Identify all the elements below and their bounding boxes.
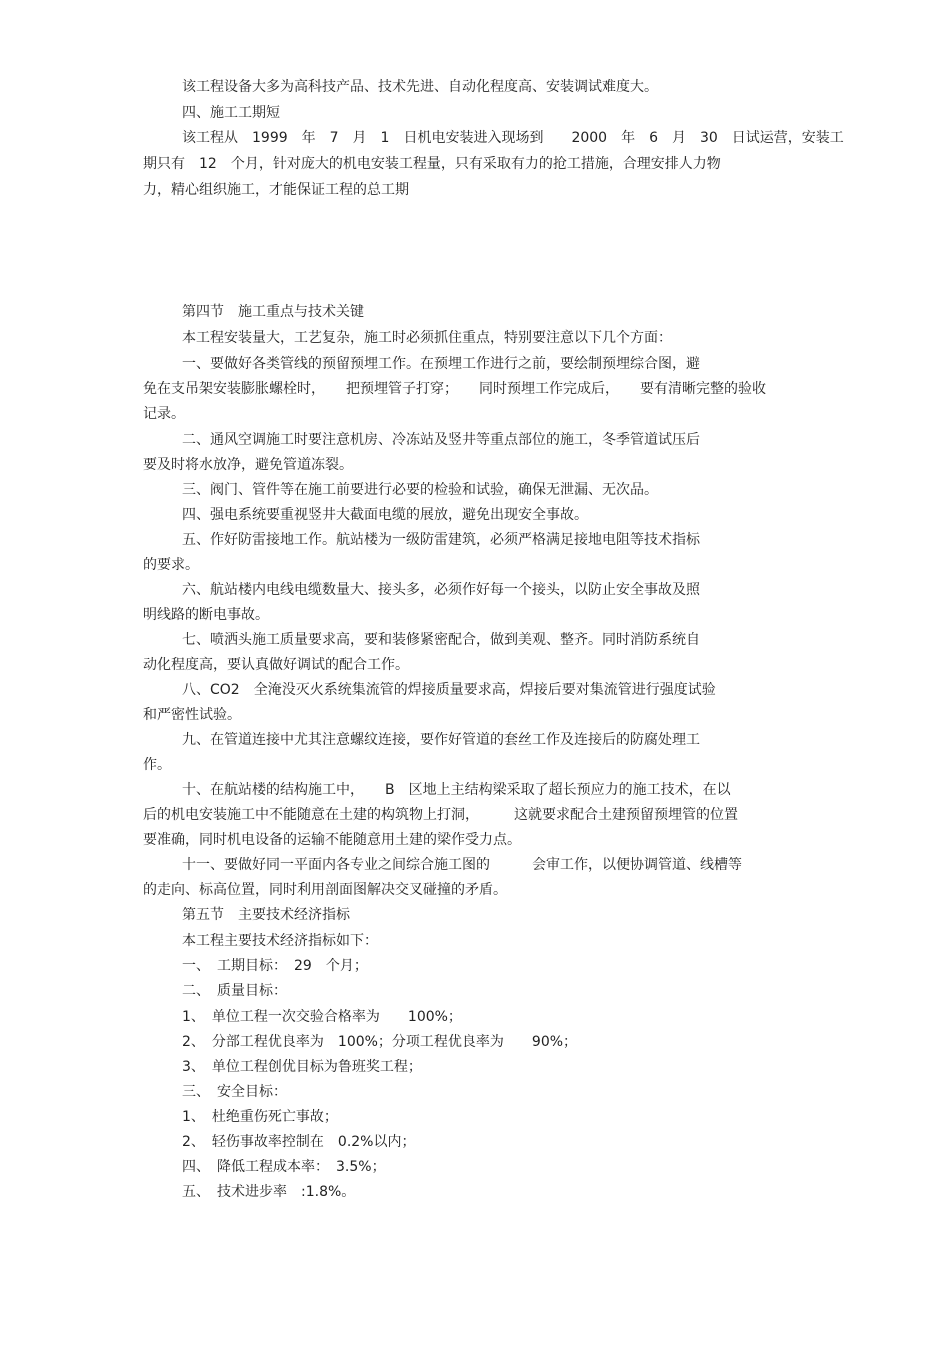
list-item: 3、 单位工程创优目标为鲁班奖工程； bbox=[182, 1059, 422, 1075]
paragraph-line: 六、航站楼内电线电缆数量大、接头多，必须作好每一个接头，以防止安全事故及照 bbox=[182, 582, 700, 598]
paragraph-line: 记录。 bbox=[143, 406, 185, 422]
paragraph-line: 一、要做好各类管线的预留预埋工作。在预埋工作进行之前，要绘制预埋综合图，避 bbox=[182, 356, 700, 372]
paragraph-line: 明线路的断电事故。 bbox=[143, 607, 269, 623]
paragraph-line: 五、作好防雷接地工作。航站楼为一级防雷建筑，必须严格满足接地电阻等技术指标 bbox=[182, 532, 700, 548]
section-heading: 第五节 主要技术经济指标 bbox=[182, 907, 350, 923]
paragraph-line: 后的机电安装施工中不能随意在土建的构筑物上打洞， 这就要求配合土建预留预埋管的位置 bbox=[143, 807, 738, 823]
paragraph-line: 免在支吊架安装膨胀螺栓时， 把预埋管子打穿； 同时预埋工作完成后， 要有清晰完整的验收 bbox=[143, 381, 766, 397]
paragraph-line: 十、在航站楼的结构施工中， B 区地上主结构梁采取了超长预应力的施工技术，在以 bbox=[182, 782, 731, 798]
paragraph-line: 作。 bbox=[143, 757, 171, 773]
paragraph-line: 和严密性试验。 bbox=[143, 707, 241, 723]
paragraph-line: 该工程设备大多为高科技产品、技术先进、自动化程度高、安装调试难度大。 bbox=[182, 79, 658, 95]
list-item: 2、 轻伤事故率控制在 0.2%以内； bbox=[182, 1134, 416, 1150]
paragraph-line: 三、阀门、管件等在施工前要进行必要的检验和试验，确保无泄漏、无次品。 bbox=[182, 482, 658, 498]
paragraph-line: 七、喷洒头施工质量要求高，要和装修紧密配合，做到美观、整齐。同时消防系统自 bbox=[182, 632, 700, 648]
paragraph-line: 的要求。 bbox=[143, 557, 199, 573]
paragraph-line: 九、在管道连接中尤其注意螺纹连接，要作好管道的套丝工作及连接后的防腐处理工 bbox=[182, 732, 700, 748]
list-item: 二、 质量目标： bbox=[182, 983, 287, 999]
paragraph-line: 的走向、标高位置，同时利用剖面图解决交叉碰撞的矛盾。 bbox=[143, 882, 507, 898]
paragraph-line: 本工程主要技术经济指标如下： bbox=[182, 933, 378, 949]
list-item: 1、 杜绝重伤死亡事故； bbox=[182, 1109, 338, 1125]
paragraph-line: 动化程度高，要认真做好调试的配合工作。 bbox=[143, 657, 409, 673]
paragraph-line: 二、通风空调施工时要注意机房、冷冻站及竖井等重点部位的施工，冬季管道试压后 bbox=[182, 432, 700, 448]
list-item: 四、 降低工程成本率： 3.5%； bbox=[182, 1159, 386, 1175]
list-item: 五、 技术进步率 :1.8%。 bbox=[182, 1184, 356, 1200]
paragraph-line: 本工程安装量大，工艺复杂，施工时必须抓住重点，特别要注意以下几个方面： bbox=[182, 330, 672, 346]
paragraph-line: 该工程从 1999 年 7 月 1 日机电安装进入现场到 2000 年 6 月 30 日试运营，安装工 bbox=[182, 130, 844, 146]
list-item: 2、 分部工程优良率为 100%；分项工程优良率为 90%； bbox=[182, 1034, 578, 1050]
paragraph-line: 八、CO2 全淹没灭火系统集流管的焊接质量要求高，焊接后要对集流管进行强度试验 bbox=[182, 682, 716, 698]
list-item: 1、 单位工程一次交验合格率为 100%； bbox=[182, 1009, 462, 1025]
list-item: 一、 工期目标： 29 个月； bbox=[182, 958, 368, 974]
section-heading: 四、施工工期短 bbox=[182, 105, 280, 121]
paragraph-line: 期只有 12 个月，针对庞大的机电安装工程量，只有采取有力的抢工措施，合理安排人力物 bbox=[143, 156, 721, 172]
list-item: 三、 安全目标： bbox=[182, 1084, 287, 1100]
paragraph-line: 四、强电系统要重视竖井大截面电缆的展放，避免出现安全事故。 bbox=[182, 507, 588, 523]
paragraph-line: 十一、要做好同一平面内各专业之间综合施工图的 会审工作，以便协调管道、线槽等 bbox=[182, 857, 742, 873]
paragraph-line: 要准确，同时机电设备的运输不能随意用土建的梁作受力点。 bbox=[143, 832, 521, 848]
paragraph-line: 力，精心组织施工，才能保证工程的总工期 bbox=[143, 182, 409, 198]
paragraph-line: 要及时将水放净，避免管道冻裂。 bbox=[143, 457, 353, 473]
section-heading: 第四节 施工重点与技术关键 bbox=[182, 304, 364, 320]
